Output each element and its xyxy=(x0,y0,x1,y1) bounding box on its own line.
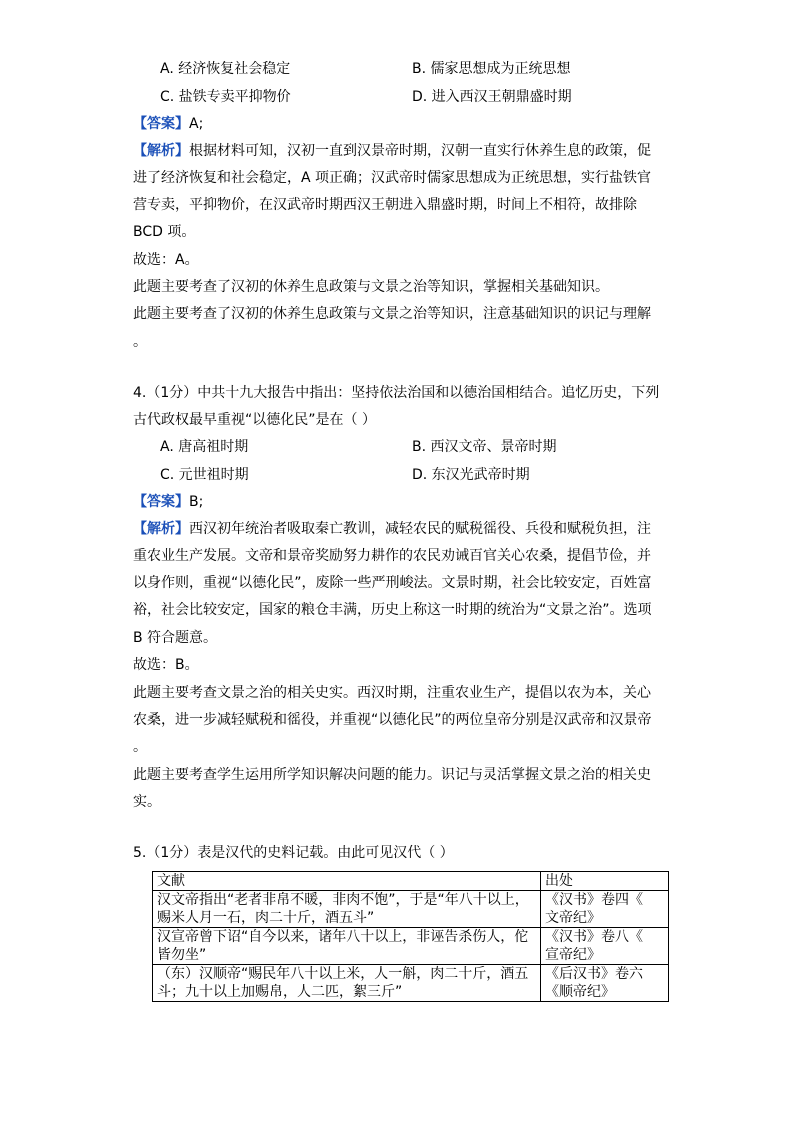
table-cell-doc xyxy=(153,891,541,928)
table-cell-source xyxy=(541,928,669,965)
q3-answer-value: A; xyxy=(189,116,204,132)
q4-answer-tag: 【答案】 xyxy=(133,494,189,510)
q4-option-b: B. 西汉文帝、景帝时期 xyxy=(412,439,557,455)
q3-choice-line: 故选：A。 xyxy=(133,252,199,268)
table-header-doc: 文献 xyxy=(153,872,541,891)
q4-option-d: D. 东汉光武帝时期 xyxy=(412,467,530,483)
cell-line: 皆勿坐” xyxy=(157,947,207,963)
q4-option-c: C. 元世祖时期 xyxy=(160,467,249,483)
table-row xyxy=(153,965,669,1002)
cell-line: （东）汉顺帝“赐民年八十以上米，人一斛，肉二十斤，酒五 xyxy=(157,966,529,982)
q4-analysis-line: B 符合题意。 xyxy=(133,630,218,646)
q3-analysis-text: 根据材料可知，汉初一直到汉景帝时期，汉朝一直实行休养生息的政策，促 xyxy=(189,143,651,159)
q3-answer-tag: 【答案】 xyxy=(133,116,189,132)
q4-stem-line: 4.（1分）中共十九大报告中指出：坚持依法治国和以德治国相结合。追忆历史，下列 xyxy=(133,385,660,401)
table-row xyxy=(153,891,669,928)
q4-analysis-line: 重农业生产发展。文帝和景帝奖励努力耕作的农民劝诫百官关心农桑，提倡节俭，并 xyxy=(133,548,651,564)
q4-summary-line: 农桑，进一步减轻赋税和徭役，并重视“以德化民”的两位皇帝分别是汉武帝和汉景帝 xyxy=(133,712,652,728)
table-cell-doc xyxy=(153,965,541,1002)
q3-analysis-line: BCD 项。 xyxy=(133,224,196,240)
q4-summary-line: 实。 xyxy=(133,794,161,810)
table-row xyxy=(153,928,669,965)
cell-line: 汉文帝指出“老者非帛不暖，非肉不饱”，于是“年八十以上， xyxy=(157,892,529,908)
q4-analysis-line: 以身作则，重视“以德化民”，废除一些严刑峻法。文景时期，社会比较安定，百姓富 xyxy=(133,575,652,591)
q4-summary-line: 此题主要考查文景之治的相关史实。西汉时期，注重农业生产，提倡以农为本，关心 xyxy=(133,685,651,701)
cell-line: 斗；九十以上加赐帛，人二匹，絮三斤” xyxy=(157,984,403,1000)
q3-analysis-line: 进了经济恢复和社会稳定，A 项正确；汉武帝时儒家思想成为正统思想，实行盐铁官 xyxy=(133,170,652,186)
q4-analysis-line: 裕，社会比较安定，国家的粮仓丰满，历史上称这一时期的统治为“文景之治”。选项 xyxy=(133,602,652,618)
q4-analysis-line xyxy=(133,519,651,539)
q4-stem-line: 古代政权最早重视“以德化民”是在（ ） xyxy=(133,412,376,428)
q4-summary-line: 。 xyxy=(133,739,147,755)
table-header-row xyxy=(153,872,669,891)
table-cell-source xyxy=(541,891,669,928)
q3-summary-line: 。 xyxy=(133,334,147,350)
cell-line: 文帝纪》 xyxy=(545,910,602,926)
cell-line: 《汉书》卷四《 xyxy=(545,892,644,908)
table-header-source: 出处 xyxy=(541,872,669,891)
q4-answer xyxy=(133,492,203,512)
q4-analysis-tag: 【解析】 xyxy=(133,521,189,537)
q5-source-table xyxy=(152,871,669,1002)
cell-line: 赐米人月一石，肉二十斤，酒五斗” xyxy=(157,910,375,926)
q4-answer-value: B; xyxy=(189,494,204,510)
q3-option-a: A. 经济恢复社会稳定 xyxy=(160,61,291,77)
q3-summary-line: 此题主要考查了汉初的休养生息政策与文景之治等知识，注意基础知识的识记与理解 xyxy=(133,306,651,322)
q5-stem: 5.（1分）表是汉代的史料记载。由此可见汉代（ ） xyxy=(133,845,454,861)
q4-analysis-text: 西汉初年统治者吸取秦亡教训，减轻农民的赋税徭役、兵役和赋税负担，注 xyxy=(189,521,651,537)
cell-line: 《后汉书》卷六 xyxy=(545,966,644,982)
cell-line: 《顺帝纪》 xyxy=(545,984,616,1000)
cell-line: 宣帝纪》 xyxy=(545,947,602,963)
q4-summary-line: 此题主要考查学生运用所学知识解决问题的能力。识记与灵活掌握文景之治的相关史 xyxy=(133,767,651,783)
q3-answer xyxy=(133,114,203,134)
q3-summary-line: 此题主要考查了汉初的休养生息政策与文景之治等知识，掌握相关基础知识。 xyxy=(133,279,609,295)
q3-analysis-line: 营专卖，平抑物价，在汉武帝时期西汉王朝进入鼎盛时期，时间上不相符，故排除 xyxy=(133,197,637,213)
q3-option-d: D. 进入西汉王朝鼎盛时期 xyxy=(412,89,572,105)
q3-analysis-line xyxy=(133,141,651,161)
q3-option-b: B. 儒家思想成为正统思想 xyxy=(412,61,571,77)
table-cell-source xyxy=(541,965,669,1002)
q3-option-c: C. 盐铁专卖平抑物价 xyxy=(160,89,291,105)
table-cell-doc xyxy=(153,928,541,965)
cell-line: 《汉书》卷八《 xyxy=(545,929,644,945)
q4-option-a: A. 唐高祖时期 xyxy=(160,439,249,455)
q4-choice-line: 故选：B。 xyxy=(133,657,199,673)
q3-analysis-tag: 【解析】 xyxy=(133,143,189,159)
cell-line: 汉宣帝曾下诏“自今以来，诸年八十以上，非诬告杀伤人，佗 xyxy=(157,929,529,945)
